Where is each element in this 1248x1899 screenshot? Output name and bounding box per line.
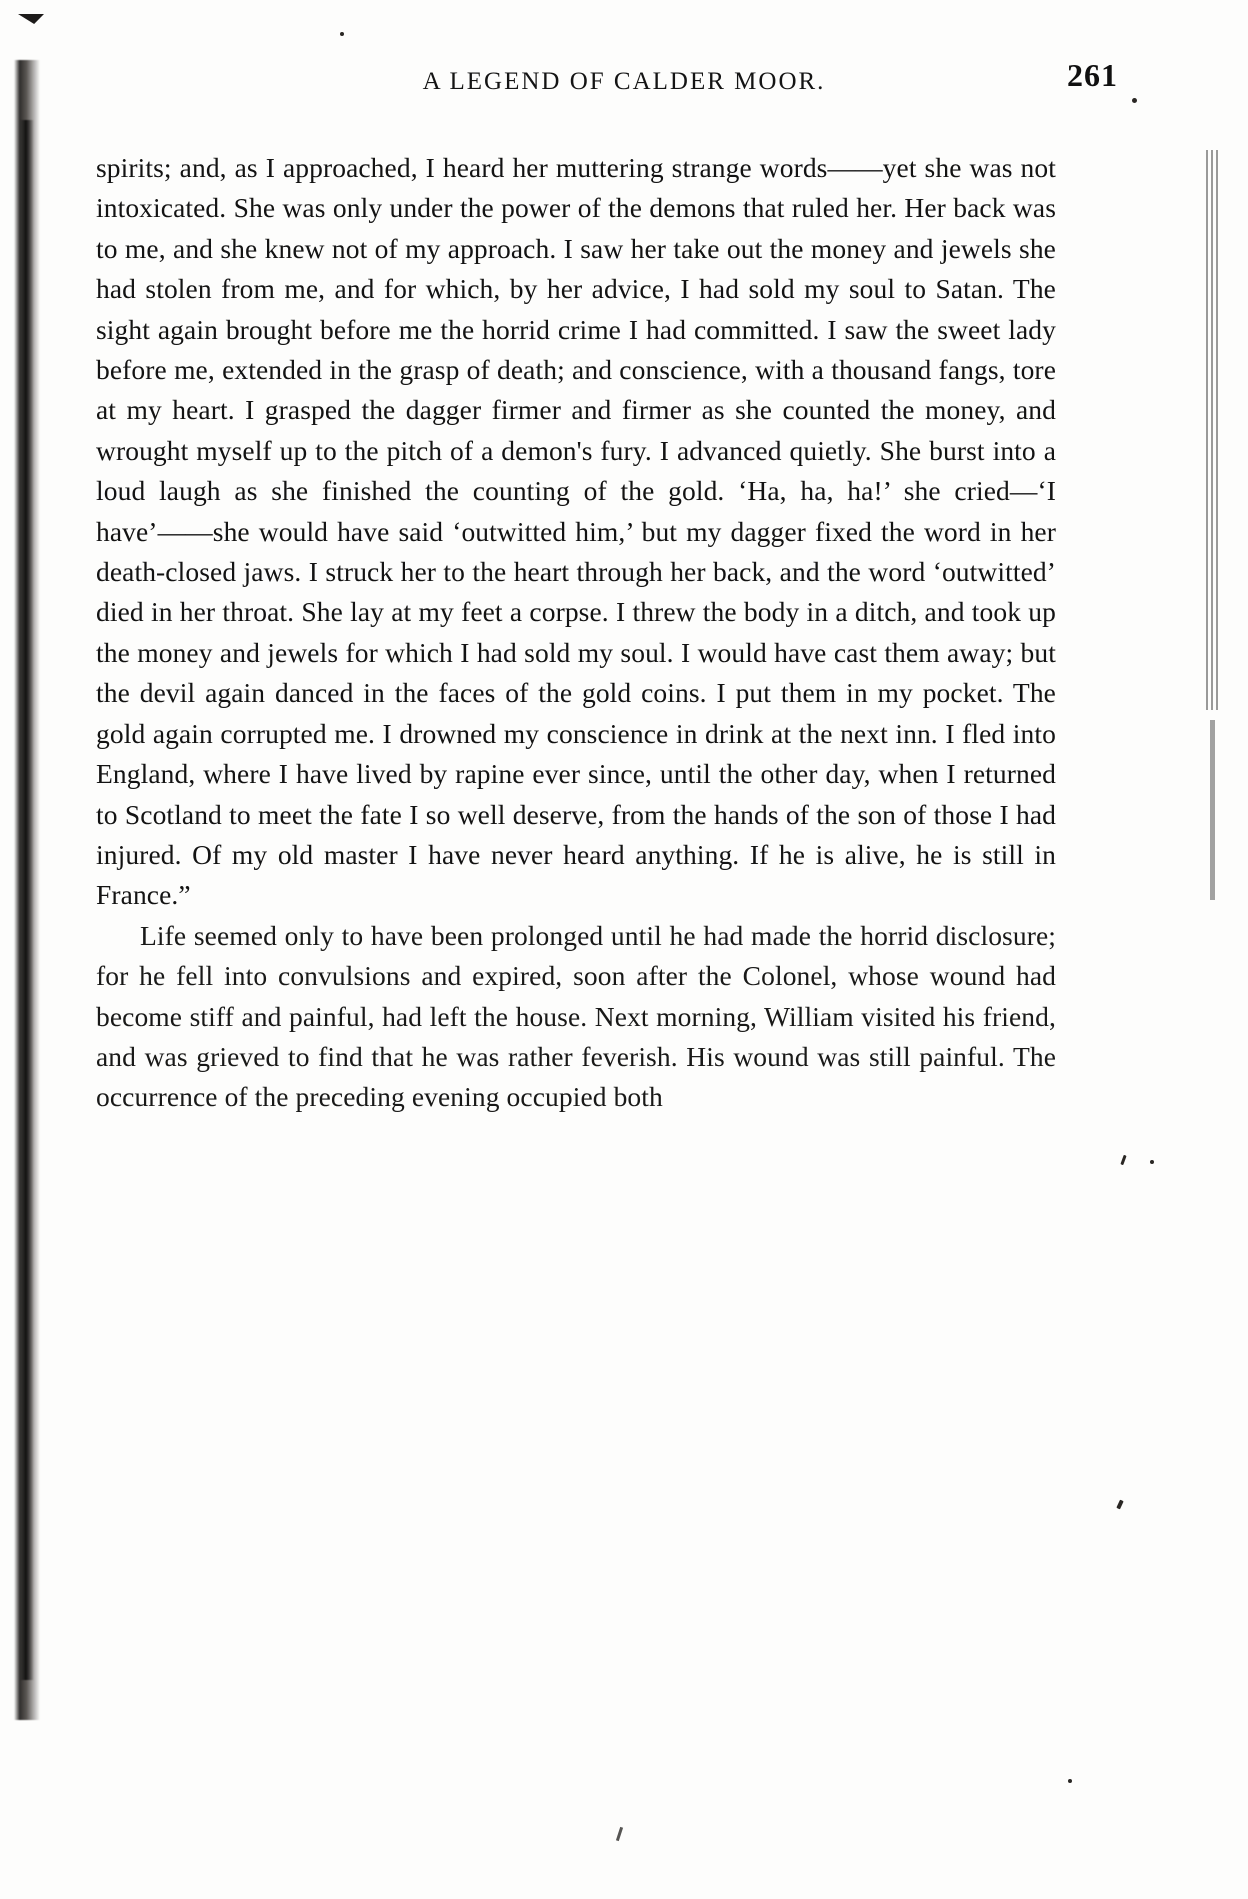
paragraph: Life seemed only to have been prolonged until he had made the horrid disclosure; for he fell into convulsions and expired, soon after the Colonel, whose wound had become stiff and painful, had left the house. Next morning, William visited his friend, and was grieved to find that he was rather feverish. His wound was still painful. The occurrence of the preceding evening occupied both <box>96 919 1056 1113</box>
scan-speck <box>340 32 344 36</box>
binding-shadow-inner <box>20 120 34 1680</box>
page-header <box>0 68 1248 96</box>
scan-speck <box>1150 1160 1154 1164</box>
paragraph: spirits; and, as I approached, I heard her muttering strange words——yet she was not intoxicated. She was only under the power of the demons that ruled her. Her back was to me, and she knew not of my approach. I saw her take out the money and jewels she had stolen from me, and for which, by her advice, I had sold my soul to Satan. The sight again brought before me the horrid crime I had committed. I saw the sweet lady before me, extended in the grasp of death; and conscience, with a thousand fangs, tore at my heart. I grasped the dagger firmer and firmer as she counted the money, and wrought myself up to the pitch of a demon's fury. I advanced quietly. She burst into a loud laugh as she finished the counting of the gold. ‘Ha, ha, ha!’ she cried—‘I have’——she would have said ‘outwitted him,’ but my dagger fixed the word in her death-closed jaws. I struck her to the heart through her back, and the word ‘outwitted’ died in her throat. She lay at my feet a corpse. I threw the body in a ditch, and took up the money and jewels for which I had sold my soul. I would have cast them away; but the devil again danced in the faces of the gold coins. I put them in my pocket. The gold again corrupted me. I drowned my conscience in drink at the next inn. I fled into England, where I have lived by rapine ever since, until the other day, when I returned to Scotland to meet the fate I so well deserve, from the hands of the son of those I had injured. Of my old master I have never heard anything. If he is alive, he is still in France.” <box>96 152 1056 911</box>
page-number: 261 <box>1067 57 1118 93</box>
scan-speck <box>1116 1500 1123 1510</box>
running-head: A LEGEND OF CALDER MOOR. <box>422 68 826 95</box>
page-edge-artifact <box>1206 150 1220 710</box>
scan-corner-mark <box>18 14 44 24</box>
scan-speck <box>1068 1779 1072 1783</box>
page-edge-artifact-lower <box>1210 720 1215 900</box>
scan-speck <box>1120 1155 1126 1165</box>
scan-mark-bottom <box>616 1827 623 1841</box>
body-text <box>96 148 1056 1118</box>
scan-speck <box>1132 98 1137 103</box>
